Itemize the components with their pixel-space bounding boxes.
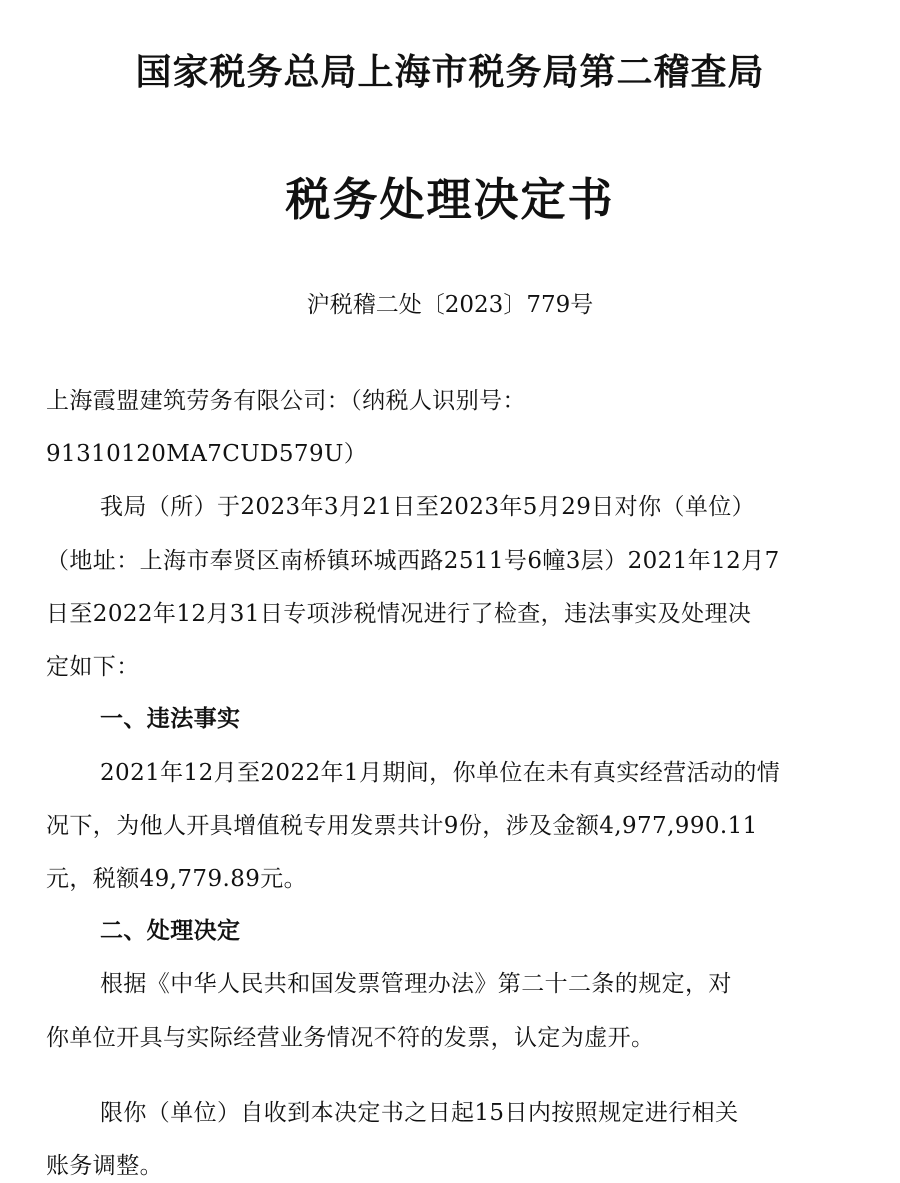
issuing-agency: 国家税务总局上海市税务局第二稽查局 — [135, 52, 765, 93]
addressee-line-1: 上海霞盟建筑劳务有限公司：（纳税人识别号： — [46, 388, 526, 414]
violation-line-2: 况下，为他人开具增值税专用发票共计9份，涉及金额4,977,990.11 — [46, 813, 758, 839]
section-heading-decision: 二、处理决定 — [100, 918, 241, 944]
addressee-line-2: 91310120MA7CUD579U） — [46, 441, 368, 467]
document-number: 沪税稽二处〔2023〕779号 — [306, 292, 594, 318]
violation-line-1: 2021年12月至2022年1月期间，你单位在未有真实经营活动的情 — [100, 760, 781, 786]
deadline-line-1: 限你（单位）自收到本决定书之日起15日内按照规定进行相关 — [100, 1100, 739, 1126]
decision-line-2: 你单位开具与实际经营业务情况不符的发票，认定为虚开。 — [46, 1025, 655, 1051]
document-title: 税务处理决定书 — [285, 173, 615, 226]
decision-line-1: 根据《中华人民共和国发票管理办法》第二十二条的规定，对 — [100, 971, 732, 997]
intro-line-2: （地址：上海市奉贤区南桥镇环城西路2511号6幢3层）2021年12月7 — [46, 548, 780, 574]
intro-line-3: 日至2022年12月31日专项涉税情况进行了检查，违法事实及处理决 — [46, 601, 752, 627]
violation-line-3: 元，税额49,779.89元。 — [46, 866, 308, 892]
deadline-line-2: 账务调整。 — [46, 1153, 163, 1179]
intro-line-1: 我局（所）于2023年3月21日至2023年5月29日对你（单位） — [100, 494, 756, 520]
intro-line-4: 定如下： — [46, 654, 140, 680]
section-heading-violation-facts: 一、违法事实 — [100, 706, 241, 732]
